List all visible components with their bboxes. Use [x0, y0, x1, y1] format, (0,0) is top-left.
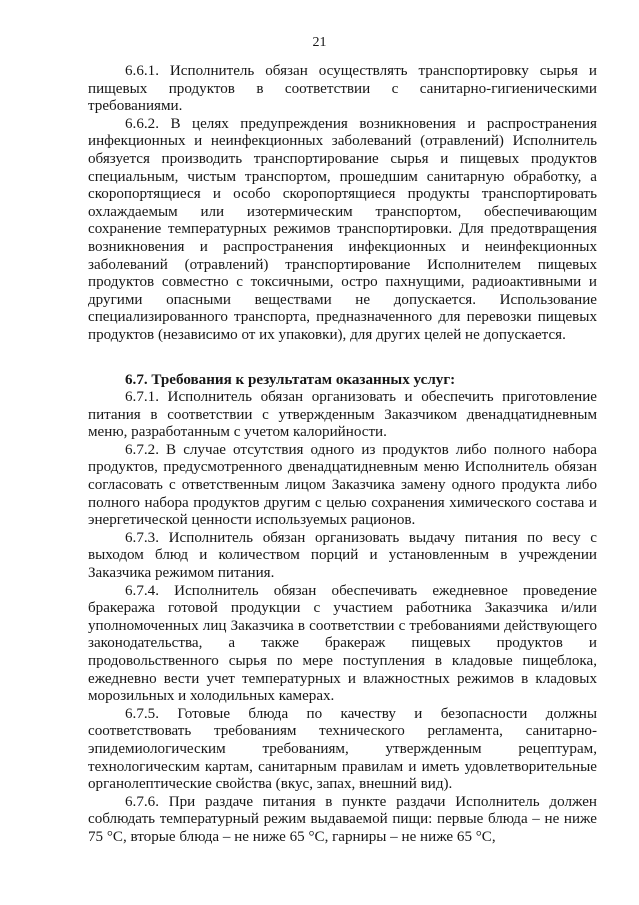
- paragraph-6-7-6: 6.7.6. При раздаче питания в пункте раздачи Исполнитель должен соблюдать температурный режим выдаваемой пищи: первые блюда – не ниже 75 °С, вторые блюда – не ниже 65 °С, гарниры – не ниже 65 °С,: [88, 793, 597, 845]
- paragraph-6-7-4: 6.7.4. Исполнитель обязан обеспечивать ежедневное проведение бракеража готовой продукции с участием работника Заказчика и/или уполномоченных лиц Заказчика в соответствии с требованиями действующего законодательства, а также бракераж пищевых продуктов и продовольственного сырья по мере поступления в кладовые пищеблока, ежедневно вести учет температурных и влажностных режимов в кладовых морозильных и холодильных камерах.: [88, 582, 597, 705]
- paragraph-6-7-1: 6.7.1. Исполнитель обязан организовать и обеспечить приготовление питания в соответствии с утвержденным Заказчиком двенадцатидневным меню, разработанным с учетом калорийности.: [88, 389, 597, 441]
- page-number: 21: [312, 35, 327, 50]
- section-heading-6-7: 6.7. Требования к результатам оказанных услуг:: [125, 371, 456, 388]
- paragraph-6-6-1: 6.6.1. Исполнитель обязан осуществлять транспортировку сырья и пищевых продуктов в соответствии с санитарно-гигиеническими требованиями.: [88, 63, 597, 115]
- paragraph-6-6-2: 6.6.2. В целях предупреждения возникновения и распространения инфекционных и неинфекционных заболеваний (отравлений) Исполнитель обязуется производить транспортирование сырья и пищевых продуктов специальным, чистым транспортом, прошедшим санитарную обработку, а скоропортящиеся и особо скоропортящиеся продукты транспортировать охлаждаемым или изотермическим транспортом, обеспечивающим сохранение температурных режимов транспортировки. Для предотвращения возникновения и распространения инфекционных и неинфекционных заболеваний (отравлений) транспортирование Исполнителем пищевых продуктов совместно с токсичными, остро пахнущими, радиоактивными и другими опасными веществами не допускается. Использование специализированного транспорта, предназначенного для перевозки пищевых продуктов (независимо от их упаковки), для других целей не допускается.: [88, 115, 597, 343]
- paragraph-6-7-5: 6.7.5. Готовые блюда по качеству и безопасности должны соответствовать требованиям технического регламента, санитарно-эпидемиологическим требованиям, утвержденным рецептурам, технологическим картам, санитарным правилам и иметь удовлетворительные органолептические свойства (вкус, запах, внешний вид).: [88, 705, 597, 793]
- page-content: [88, 63, 597, 847]
- paragraph-6-7-3: 6.7.3. Исполнитель обязан организовать выдачу питания по весу с выходом блюд и количеством порций и установленным в учреждении Заказчика режимом питания.: [88, 529, 597, 582]
- paragraph-6-7-2: 6.7.2. В случае отсутствия одного из продуктов либо полного набора продуктов, предусмотренного двенадцатидневным меню Исполнитель обязан согласовать с ответственным лицом Заказчика замену одного продукта либо полного набора продуктов другим с целью сохранения химического состава и энергетической ценности используемых рационов.: [88, 441, 597, 529]
